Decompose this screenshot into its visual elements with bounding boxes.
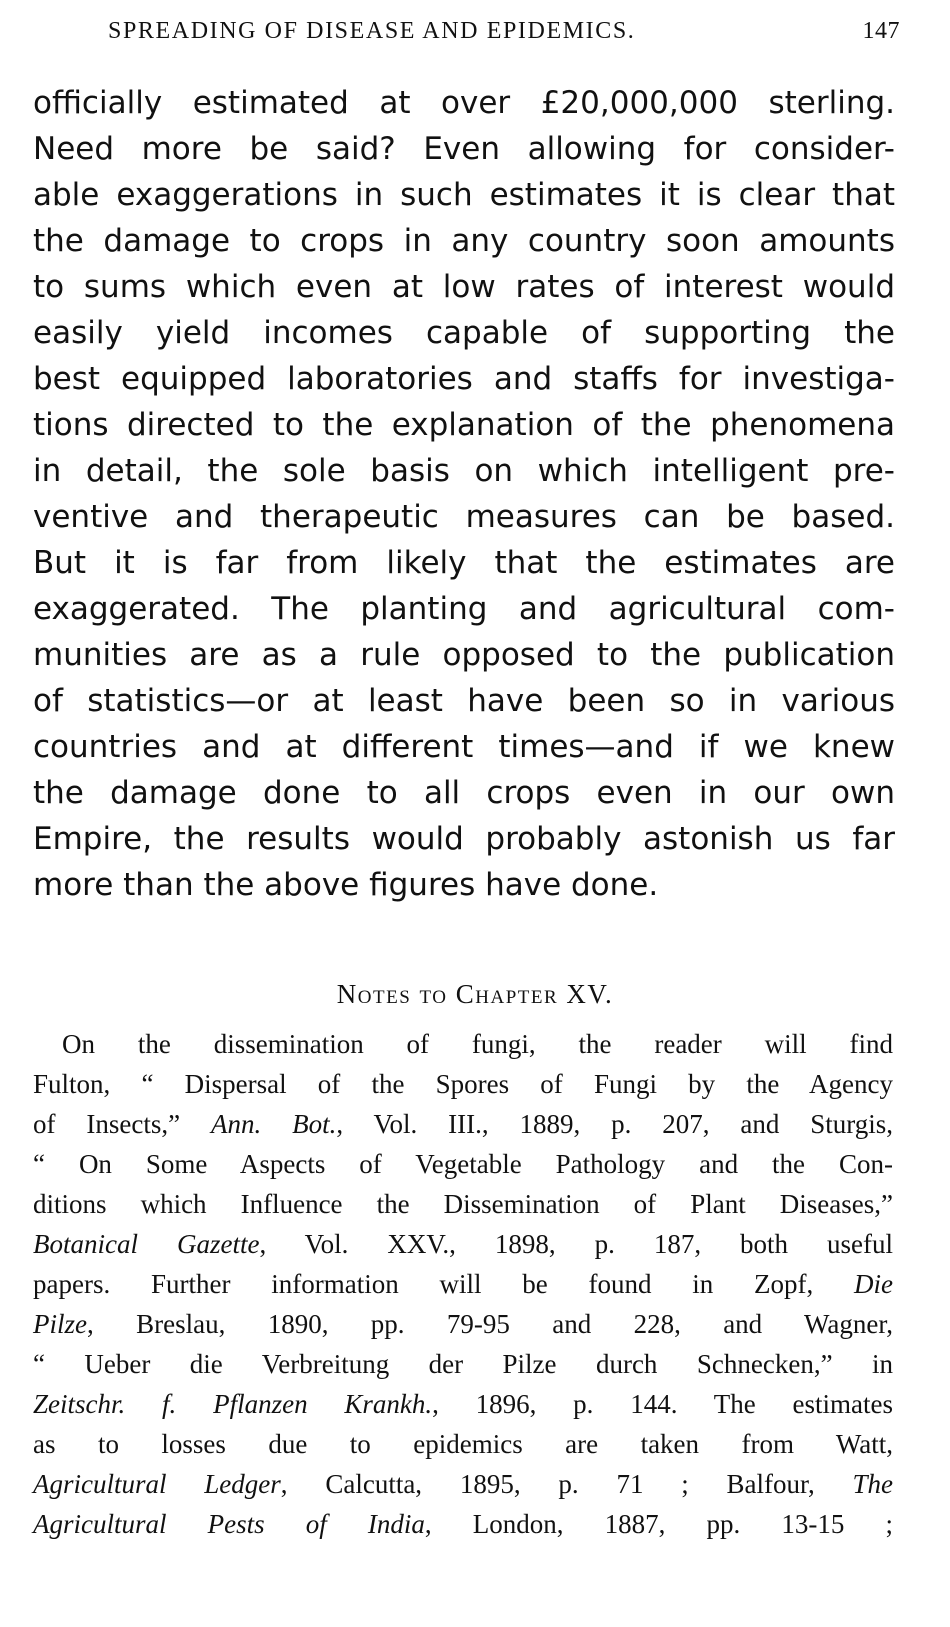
note-line: Fulton, “ Dispersal of the Spores of Fungi by the Agency <box>33 1069 893 1099</box>
body-line: the damage done to all crops even in our own <box>33 775 895 811</box>
note-line: Agricultural Ledger, Calcutta, 1895, p. 71 ; Balfour, The <box>33 1469 893 1499</box>
note-line: “ Ueber die Verbreitung der Pilze durch Schnecken,” in <box>33 1349 893 1379</box>
italic-citation: Agricultural Ledger <box>33 1469 281 1499</box>
note-line: of Insects,” Ann. Bot., Vol. III., 1889, p. 207, and Sturgis, <box>33 1109 893 1139</box>
italic-citation: Ann. Bot. <box>210 1109 337 1139</box>
italic-citation: The <box>852 1469 893 1499</box>
note-line: Pilze, Breslau, 1890, pp. 79-95 and 228, and Wagner, <box>33 1309 893 1339</box>
body-line: Empire, the results would probably astonish us far <box>33 821 895 857</box>
note-line: as to losses due to epidemics are taken from Watt, <box>33 1429 893 1459</box>
running-head-title: SPREADING OF DISEASE AND EPIDEMICS. <box>108 18 636 44</box>
body-line: ventive and therapeutic measures can be based. <box>33 499 895 535</box>
italic-citation: Agricultural Pests of India <box>33 1509 425 1539</box>
note-line: “ On Some Aspects of Vegetable Pathology and the Con- <box>33 1149 893 1179</box>
note-line: ditions which Influence the Dissemination of Plant Diseases,” <box>33 1189 893 1219</box>
note-line: On the dissemination of fungi, the reader will find <box>62 1029 893 1059</box>
italic-citation: Zeitschr. f. Pflanzen Krankh. <box>33 1389 433 1419</box>
body-line: of statistics—or at least have been so in various <box>33 683 895 719</box>
body-line: exaggerated. The planting and agricultural com- <box>33 591 895 627</box>
body-line: able exaggerations in such estimates it is clear that <box>33 177 895 213</box>
body-line: munities are as a rule opposed to the publication <box>33 637 895 673</box>
body-line: in detail, the sole basis on which intelligent pre- <box>33 453 895 489</box>
note-line: papers. Further information will be found in Zopf, Die <box>33 1269 893 1299</box>
body-line: the damage to crops in any country soon amounts <box>33 223 895 259</box>
italic-citation: Botanical Gazette <box>33 1229 260 1259</box>
page-number: 147 <box>862 18 900 44</box>
body-line: to sums which even at low rates of interest would <box>33 269 895 305</box>
notes-heading: Notes to Chapter XV. <box>336 979 614 1009</box>
note-line: Botanical Gazette, Vol. XXV., 1898, p. 187, both useful <box>33 1229 893 1259</box>
running-head <box>108 14 900 48</box>
body-line: officially estimated at over £20,000,000 sterling. <box>33 85 895 121</box>
body-line: tions directed to the explanation of the phenomena <box>33 407 895 443</box>
note-line: Agricultural Pests of India, London, 1887, pp. 13-15 ; <box>33 1509 893 1539</box>
italic-citation: Die <box>854 1269 893 1299</box>
body-line: easily yield incomes capable of supporting the <box>33 315 895 351</box>
body-line: Need more be said? Even allowing for consider- <box>33 131 895 167</box>
italic-citation: Pilze <box>33 1309 87 1339</box>
body-line: best equipped laboratories and staffs for investiga- <box>33 361 895 397</box>
body-line: more than the above figures have done. <box>33 867 659 903</box>
body-line: But it is far from likely that the estimates are <box>33 545 895 581</box>
note-line: Zeitschr. f. Pflanzen Krankh., 1896, p. 144. The estimates <box>33 1389 893 1419</box>
body-line: countries and at different times—and if we knew <box>33 729 895 765</box>
